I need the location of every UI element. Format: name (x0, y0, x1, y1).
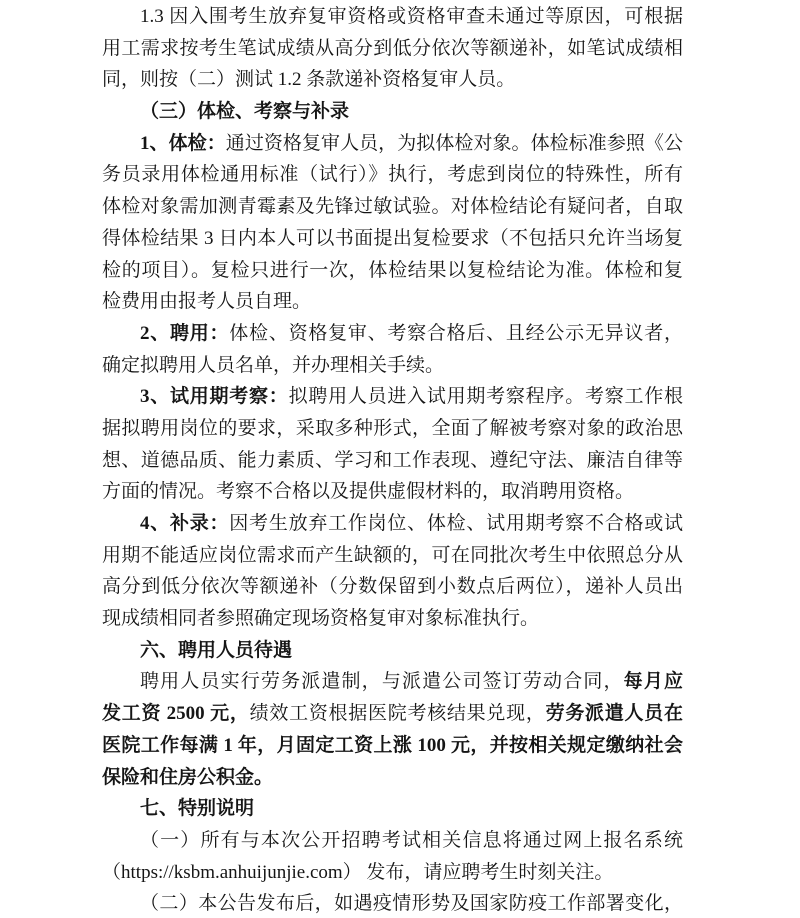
text-line (102, 381, 683, 413)
text-line (102, 96, 683, 128)
text-run: 据拟聘用岗位的要求，采取多种形式，全面了解被考察对象的政治思 (102, 417, 683, 439)
text-run: 因考生放弃工作岗位、体检、试用期考察不合格或试 (229, 513, 683, 534)
heading-section-7-special-notes (102, 793, 683, 825)
text-run: 同，则按（二）测试 1.2 条款递补资格复审人员。 (102, 69, 516, 91)
bold-text-run: 七、特别说明 (140, 798, 255, 820)
bold-text-run: 每月应 (623, 671, 683, 693)
text-line (102, 64, 683, 96)
text-run: 体检、资格复审、考察合格后、且经公示无异议者， (229, 322, 683, 344)
text-run: 用工需求按考生笔试成绩从高分到低分依次等额递补，如笔试成绩相 (102, 37, 683, 59)
text-run: 高分到低分依次等额递补（分数保留到小数点后两位），递补人员出 (102, 576, 683, 598)
item-1-physical-exam (102, 128, 683, 318)
text-run: 现成绩相同者参照确定现场资格复审对象标准执行。 (102, 608, 540, 630)
text-line (102, 350, 683, 382)
bold-text-run: （三）体检、考察与补录 (140, 101, 350, 123)
text-line (102, 730, 683, 762)
text-run: 方面的情况。考察不合格以及提供虚假材料的，取消聘用资格。 (102, 481, 635, 503)
text-run: 拟聘用人员进入试用期考察程序。考察工作根 (288, 386, 683, 408)
para-note-1-online-system (102, 825, 683, 888)
bold-text-run: 发工资 2500 元， (102, 703, 250, 725)
bold-text-run: 1、体检： (140, 132, 226, 154)
text-line (102, 286, 683, 318)
text-line (102, 413, 683, 445)
text-line (102, 635, 683, 667)
text-line (102, 698, 683, 730)
text-line (102, 128, 683, 160)
text-line (102, 33, 683, 65)
bold-text-run: 医院工作每满 1 年，月固定工资上涨 100 元，并按相关规定缴纳社会 (102, 734, 683, 756)
text-run: 检费用由报考人员自理。 (102, 291, 312, 313)
heading-section-6-treatment (102, 635, 683, 667)
text-line (102, 666, 683, 698)
text-line (102, 888, 683, 918)
text-line (102, 540, 683, 572)
text-line (102, 793, 683, 825)
text-run: 体检对象需加测青霉素及先锋过敏试验。对体检结论有疑问者，自取 (102, 196, 683, 218)
text-run: 得体检结果 3 日内本人可以书面提出复检要求（不包括只允许当场复 (102, 227, 683, 249)
text-run: 1.3 因入围考生放弃复审资格或资格审查未通过等原因，可根据 (140, 6, 683, 27)
heading-section-3-physical-exam (102, 96, 683, 128)
para-note-2-epidemic (102, 888, 683, 918)
text-line (102, 762, 683, 794)
item-2-employment (102, 318, 683, 381)
bold-text-run: 六、聘用人员待遇 (140, 639, 293, 661)
text-run: （二）本公告发布后，如遇疫情形势及国家防疫工作部署变化， (140, 893, 683, 915)
text-line (102, 476, 683, 508)
text-line (102, 825, 683, 857)
text-line (102, 603, 683, 635)
bold-text-run: 2、聘用： (140, 322, 230, 344)
bold-text-run: 3、试用期考察： (140, 386, 289, 408)
item-4-supplementary-recruit (102, 508, 683, 635)
text-run: 确定拟聘用人员名单，并办理相关手续。 (102, 354, 445, 376)
text-line (102, 255, 683, 287)
text-line (102, 1, 683, 33)
text-run: 务员录用体检通用标准（试行）》执行，考虑到岗位的特殊性，所有 (102, 164, 683, 186)
text-line (102, 857, 683, 889)
text-line (102, 223, 683, 255)
text-run: 绩效工资根据医院考核结果兑现， (249, 703, 546, 725)
text-line (102, 159, 683, 191)
text-run: ） 发布，请应聘考生时刻关注。 (342, 861, 614, 883)
text-run: 检的项目）。复检只进行一次，体检结果以复检结论为准。体检和复 (102, 259, 683, 281)
text-line (102, 191, 683, 223)
bold-text-run: 劳务派遣人员在 (545, 703, 683, 725)
announcement-text-block (102, 1, 683, 918)
text-run: 用期不能适应岗位需求而产生缺额的，可在同批次考生中依照总分从 (102, 544, 683, 566)
clause-1-3-supplement (102, 1, 683, 96)
text-line (102, 508, 683, 540)
text-run: 聘用人员实行劳务派遣制，与派遣公司签订劳动合同， (140, 671, 624, 693)
text-run: （一）所有与本次公开招聘考试相关信息将通过网上报名系统 (140, 829, 683, 851)
text-line (102, 571, 683, 603)
para-salary-treatment (102, 666, 683, 793)
text-line (102, 318, 683, 350)
text-line (102, 445, 683, 477)
bold-text-run: 4、补录： (140, 513, 230, 534)
text-run: 通过资格复审人员，为拟体检对象。体检标准参照《公 (225, 132, 683, 154)
registration-url: https://ksbm.anhuijunjie.com (121, 861, 343, 883)
item-3-probation-review (102, 381, 683, 508)
bold-text-run: 保险和住房公积金。 (102, 766, 274, 788)
text-run: 想、道德品质、能力素质、学习和工作表现、遵纪守法、廉洁自律等 (102, 449, 683, 471)
text-run: （ (102, 861, 122, 883)
